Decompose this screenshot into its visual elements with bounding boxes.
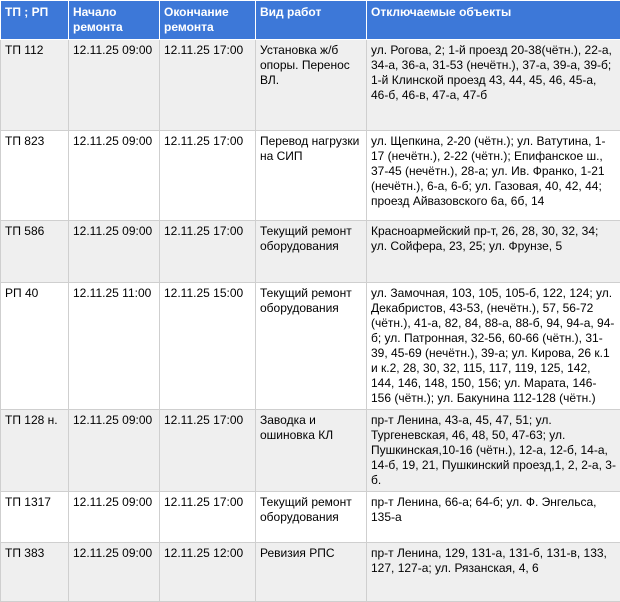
header-work: Вид работ <box>256 1 367 40</box>
cell-work: Ревизия РПС <box>256 543 367 602</box>
table-row <box>1 492 620 543</box>
cell-start: 12.11.25 09:00 <box>69 221 160 283</box>
cell-objects: пр-т Ленина, 43-а, 45, 47, 51; ул. Тургеневская, 46, 48, 50, 47-63; ул. Пушкинская,10-16 (чётн.), 12-а, 12-б, 14-а, 14-б, 19, 21, Пушкинский проезд,1, 2, 2-а, 3-б. <box>367 410 620 492</box>
cell-objects: ул. Рогова, 2; 1-й проезд 20-38(чётн.), 22-а, 34-а, 36-а, 31-53 (нечётн.), 37-а, 39-а, 39-б; 1-й Клинской проезд 43, 44, 45, 46, 45-а, 46-б, 46-в, 47-а, 47-б <box>367 40 620 131</box>
cell-tp: ТП 586 <box>1 221 69 283</box>
cell-tp: ТП 823 <box>1 131 69 221</box>
cell-work: Перевод нагрузки на СИП <box>256 131 367 221</box>
cell-objects: пр-т Ленина, 66-а; 64-б; ул. Ф. Энгельса, 135-а <box>367 492 620 543</box>
cell-start: 12.11.25 09:00 <box>69 40 160 131</box>
header-row <box>1 1 620 40</box>
table-row <box>1 543 620 602</box>
cell-work: Заводка и ошиновка КЛ <box>256 410 367 492</box>
cell-work: Текущий ремонт оборудования <box>256 221 367 283</box>
cell-objects: ул. Замочная, 103, 105, 105-б, 122, 124; ул. Декабристов, 43-53, (нечётн.), 57, 56-72 (чётн.), 41-а, 82, 84, 88-а, 88-б, 94, 94-а, 94-б; ул. Патронная, 32-56, 60-66 (чётн.), 31-39, 45-69 (нечётн.), 39-а; ул. Кирова, 26 к.1 и к.2, 28, 30, 32, 115, 117, 119, 125, 142, 144, 146, 148, 150, 156; ул. Марата, 146-156 (чётн.); ул. Бакунина 112-128 (чётн.) <box>367 283 620 410</box>
cell-start: 12.11.25 09:00 <box>69 543 160 602</box>
cell-work: Установка ж/б опоры. Перенос ВЛ. <box>256 40 367 131</box>
cell-start: 12.11.25 09:00 <box>69 410 160 492</box>
cell-objects: Красноармейский пр-т, 26, 28, 30, 32, 34; ул. Сойфера, 23, 25; ул. Фрунзе, 5 <box>367 221 620 283</box>
cell-objects: пр-т Ленина, 129, 131-а, 131-б, 131-в, 133, 127, 127-а; ул. Рязанская, 4, 6 <box>367 543 620 602</box>
header-objects: Отключаемые объекты <box>367 1 620 40</box>
cell-end: 12.11.25 17:00 <box>160 40 256 131</box>
table-row <box>1 410 620 492</box>
table-row <box>1 40 620 131</box>
cell-end: 12.11.25 17:00 <box>160 492 256 543</box>
header-tp: ТП ; РП <box>1 1 69 40</box>
cell-end: 12.11.25 17:00 <box>160 131 256 221</box>
cell-tp: РП 40 <box>1 283 69 410</box>
cell-end: 12.11.25 12:00 <box>160 543 256 602</box>
cell-objects: ул. Щепкина, 2-20 (чётн.); ул. Ватутина, 1-17 (нечётн.), 2-22 (чётн.); Епифанское ш., 37-45 (нечётн.), 28-а; ул. Ив. Франко, 1-21 (нечётн.), 6-а, 6-б; ул. Газовая, 40, 42, 44; проезд Айвазовского 6а, 6б, 14 <box>367 131 620 221</box>
header-end: Окончание ремонта <box>160 1 256 40</box>
table-row <box>1 131 620 221</box>
header-start: Начало ремонта <box>69 1 160 40</box>
cell-tp: ТП 1317 <box>1 492 69 543</box>
cell-end: 12.11.25 15:00 <box>160 283 256 410</box>
cell-end: 12.11.25 17:00 <box>160 410 256 492</box>
cell-end: 12.11.25 17:00 <box>160 221 256 283</box>
cell-start: 12.11.25 09:00 <box>69 492 160 543</box>
cell-tp: ТП 128 н. <box>1 410 69 492</box>
cell-work: Текущий ремонт оборудования <box>256 492 367 543</box>
cell-start: 12.11.25 11:00 <box>69 283 160 410</box>
cell-start: 12.11.25 09:00 <box>69 131 160 221</box>
table-row <box>1 221 620 283</box>
cell-tp: ТП 383 <box>1 543 69 602</box>
cell-work: Текущий ремонт оборудования <box>256 283 367 410</box>
table-row <box>1 283 620 410</box>
cell-tp: ТП 112 <box>1 40 69 131</box>
